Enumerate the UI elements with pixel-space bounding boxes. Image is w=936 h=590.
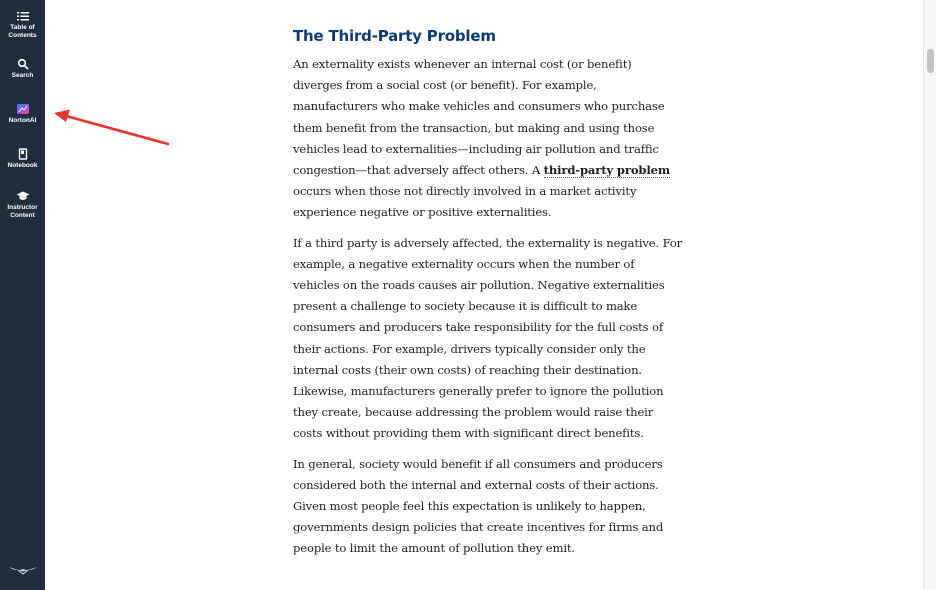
- sidebar-item-search[interactable]: [0, 58, 45, 80]
- graduation-cap-icon: [16, 190, 30, 202]
- article: [293, 26, 683, 569]
- paragraph: If a third party is adversely affected, the externality is negative. For example, a negative externality occurs when the number of vehicles on the roads causes air pollution. Negative externalities present a challenge to society because it is difficult to make consumers and producers take responsibility for the full costs of their actions. For example, drivers typically consider only the internal costs (their own costs) of reaching their destination. Likewise, manufacturers generally prefer to ignore the pollution they create, because addressing the problem would raise their costs without providing them with significant direct benefits.: [293, 235, 683, 441]
- glossary-term-link[interactable]: third-party problem: [543, 163, 670, 178]
- paragraph: In general, society would benefit if all consumers and producers considered both the internal and external costs of their actions. Given most people feel this expectation is unlikely to happen, governments design policies that create incentives for firms and people to limit the amount of pollution they emit.: [293, 456, 664, 556]
- nortonai-icon: [16, 103, 30, 115]
- reader-content: [45, 0, 923, 590]
- sidebar-item-label: Search: [11, 72, 34, 79]
- sidebar-item-instructor-content[interactable]: [0, 190, 45, 220]
- sidebar-item-label: Instructor Content: [7, 204, 38, 219]
- paragraph: [293, 54, 683, 224]
- section-heading: The Third-Party Problem: [293, 27, 496, 45]
- scrollbar-thumb[interactable]: [927, 49, 934, 73]
- sidebar-item-label: Table of Contents: [8, 24, 37, 39]
- scrollbar[interactable]: [923, 0, 936, 590]
- sidebar-item-label: Notebook: [7, 162, 38, 169]
- sidebar-item-table-of-contents[interactable]: [0, 10, 45, 40]
- search-icon: [16, 58, 30, 70]
- sidebar-item-label: NortonAI: [8, 117, 37, 124]
- sidebar-item-nortonai[interactable]: [0, 103, 45, 125]
- sidebar: [0, 0, 45, 590]
- paragraph-text: An externality exists whenever an internal cost (or benefit) diverges from a social cost (or benefit). For example, manufacturers who make vehicles and consumers who purchase them benefit from the transaction, but making and using those vehicles lead to externalities—including air pollution and traffic congestion—that adversely affect others. A: [293, 57, 665, 178]
- red-arrow-icon: [50, 108, 172, 148]
- list-icon: [16, 10, 30, 22]
- paragraph-text: occurs when those not directly involved in a market activity experience negative or positive externalities.: [293, 184, 637, 220]
- notebook-icon: [16, 148, 30, 160]
- norton-logo: [8, 563, 38, 575]
- sidebar-item-notebook[interactable]: [0, 148, 45, 170]
